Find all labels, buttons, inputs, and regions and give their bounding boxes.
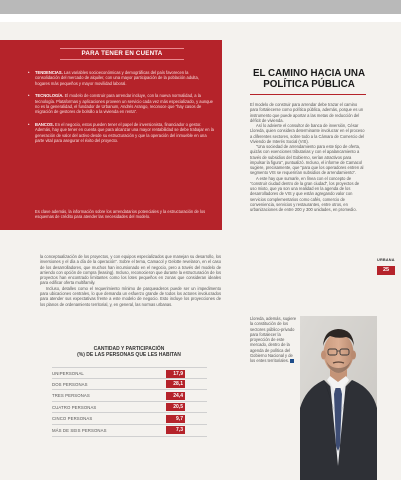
page-number: 25: [377, 266, 395, 275]
sidebar-item-term: TENDENCIAS.: [35, 70, 63, 75]
sidebar-item-text: Las variables socioeconómicas y demográficas del país favorecen la consolidación del mercado de alquiler, con una mayor participación de la población adulta, hogares más pequeños y mayor movilidad laboral.: [35, 70, 199, 86]
article-paragraph: la conceptualización de los proyectos, y con equipos especializados que manejan su desarrollo, los inversiones y el día a día de la operación". Sobre el tema, Camacol y Gelotte revelaron, en el caso de los desarrolladores, que muchos han incursionado en el negocio, pero a través del modelo de arriendo con opción de compra (leasing). Incluso, reconocieron que durante la estructuración de los proyectos han encontrado limitantes como los lotes pequeños en zonas que consideran ideales para edificar oferta multifamily.: [40, 254, 221, 286]
sidebar-item: [28, 93, 214, 115]
table-title: [48, 346, 210, 359]
household-table: [52, 367, 207, 437]
table-row-value: 9,7: [166, 415, 185, 423]
table-row: [52, 379, 207, 391]
article-paragraph: El modelo de construir para arrendar debe trazar el camino para fortalecerse como política pública, además, porque es un instrumento que puede aportar a las metas de reducción del déficit de vivienda.: [250, 102, 364, 123]
table-row-value: 24,4: [166, 392, 185, 400]
table-row: [52, 402, 207, 414]
table-title-line: (%) DE LAS PERSONAS QUE LES HABITAN: [77, 352, 181, 359]
sidebar-item-term: BANCOS.: [35, 121, 54, 127]
table-row-label: CINCO PERSONAS: [52, 416, 93, 422]
table-row-label: TRES PERSONAS: [52, 393, 90, 399]
table-row: [52, 425, 207, 437]
end-of-article-icon: [290, 359, 294, 363]
right-article-body-end: [250, 316, 297, 363]
sidebar-list: [28, 70, 214, 150]
sidebar-item-text: El modelo de construir para arrendar incluye, con la nueva normalidad, a la tecnología. Plataformas y aplicaciones proveen un servicio cada vez más especializado, y aunque no es la generalidad, el fundador de Urbanum, Andrés Arango, reconoce que "hay casos de migración de gestores de bolsillo a la vivienda en renta".: [35, 93, 213, 115]
table-row-label: CUATRO PERSONAS: [52, 404, 97, 410]
table-title-line: CANTIDAD Y PARTICIPACIÓN: [93, 346, 165, 352]
sidebar-footer: Es clave además, la información sobre los arrendatarios potenciales y la estructuración de los esquemas de crédito para atender las necesidades del modelo.: [35, 209, 206, 220]
article-paragraph: "Una sociedad de arrendamiento para este tipo de oferta, quizás con exenciones tributarias y con el apalancamiento a través de subsidios del Gobierno, serían atractivos para impulsar la figura", puntualizó. Incluso, el informe de Camacol sugiere, precisamente, que "para que los operadores entren al segmento VIS se requerirían subsidios de arrendamiento".: [250, 144, 364, 176]
sidebar-title: PARA TENER EN CUENTA: [81, 50, 163, 57]
table-row: [52, 413, 207, 425]
sidebar-item-term: TECNOLOGÍA.: [35, 93, 64, 99]
table-row-value: 20,5: [166, 403, 185, 411]
article-paragraph: Incluso, detalles como el requerimiento mínimo de parqueaderos puede ser un impedimento para ubicaciones centrales, lo que demanda un esfuerzo grande de todos los actores involucrados para atender sus expectativas frente a este modelo de negocio. Esto incluye los proyecciones de los planos de ordenamiento territorial, y, en general, las normas urbanas.: [40, 285, 221, 307]
table-row-value: 28,1: [166, 380, 185, 388]
table-row-label: MÁS DE SEIS PERSONAS: [52, 427, 107, 433]
table-row-value: 7,3: [166, 426, 185, 434]
article-paragraph: Lloreda, además, sugiere la constitución de los sectores público-privado para fortalecer la proyección de este mercado, dentro de la agenda de política del Gobierno Nacional y de los entes territoriales.: [250, 316, 297, 363]
left-article-body: [40, 254, 221, 307]
sidebar-item-text: En el negocio, estos pueden tener el papel de inversionista, financiador o gestor. Además, hay que tener en cuenta que para alcanzar una mayor rentabilidad se debe trabajar en la generación de valor del activo desde su estructuración y que la operación del inmueble en una parte vital para asegurar el éxito del proyecto.: [35, 121, 214, 144]
title-divider: [250, 94, 366, 95]
section-label: URBANA: [377, 258, 395, 262]
sidebar-item: [28, 122, 214, 144]
table-row-value: 17,9: [166, 370, 185, 378]
right-article-title: EL CAMINO HACIA UNA POLÍTICA PÚBLICA: [252, 68, 366, 90]
portrait-photo: [300, 316, 377, 480]
table-row-label: UNIPERSONAL: [52, 371, 84, 376]
header-gap: [0, 14, 401, 22]
right-article-body: [250, 102, 366, 212]
table-row-label: DOS PERSONAS: [52, 381, 88, 387]
top-header-band: [0, 0, 401, 14]
table-row: [52, 390, 207, 402]
table-row: [52, 367, 207, 379]
sidebar-item: [28, 70, 214, 86]
article-paragraph: A este hay que sumarle, en línea con el concepto de "construir ciudad dentro de la gran ciudad", los proyectos de uso mixto, que ya son una realidad en la agenda de los desarrolladores de VIS y que están agregando valor con servicios complementarios como cafés, comercio de conveniencia, servicios y restaurantes, entre otros, en urbanizaciones de entre 200 y 300 unidades, en promedio.: [250, 175, 360, 212]
article-paragraph: Así lo advierte el consultor de banca de inversión, César Lloreda, quien considera determinante involucrar en el proceso a diferentes sectores, sobre todo a la Cámara de Comercio del Viviendo de Interés Social (VIS).: [250, 123, 365, 144]
